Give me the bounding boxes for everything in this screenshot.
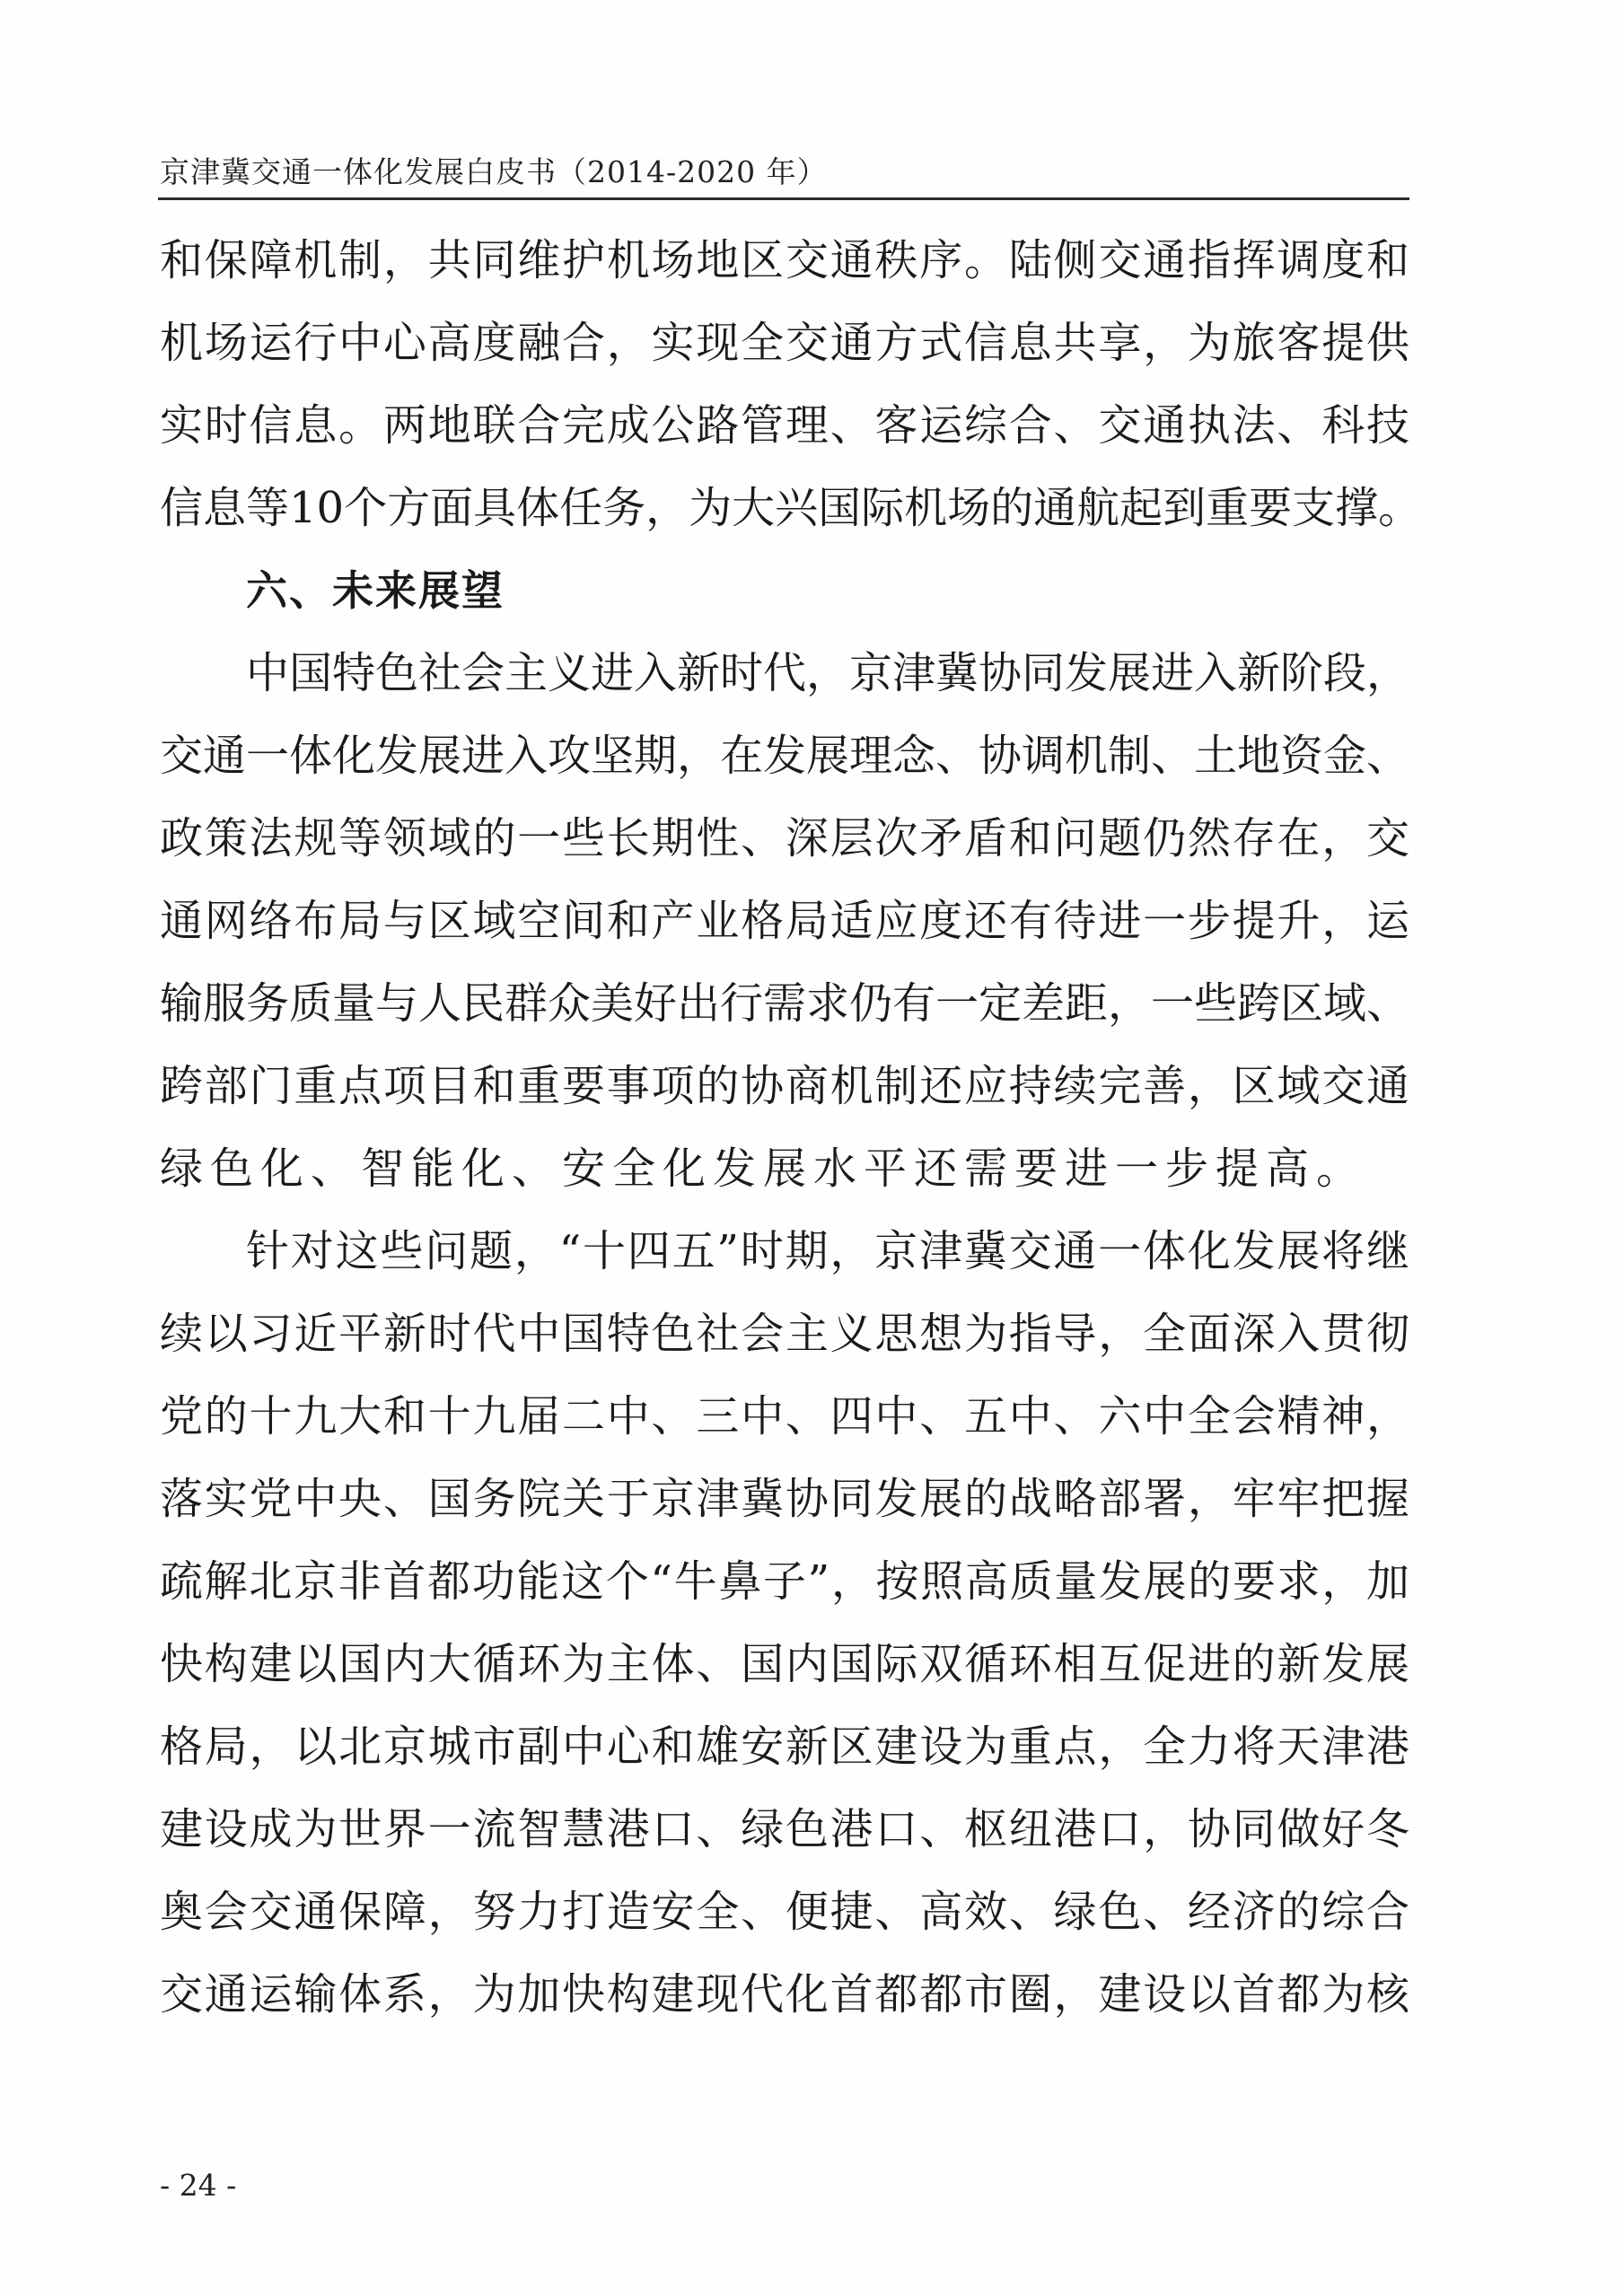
paragraph-1-line-4: 信息等10个方面具体任务，为大兴国际机场的通航起到重要支撑。 (160, 483, 1422, 533)
paragraph-3-line-9: 奥会交通保障，努力打造安全、便捷、高效、绿色、经济的综合 (160, 1887, 1409, 1937)
paragraph-2-line-5: 输服务质量与人民群众美好出行需求仍有一定差距，一些跨区域、 (160, 978, 1410, 1029)
paragraph-3-line-6: 快构建以国内大循环为主体、国内国际双循环相互促进的新发展 (160, 1639, 1409, 1689)
paragraph-1-line-3: 实时信息。两地联合完成公路管理、客运综合、交通执法、科技 (160, 400, 1409, 451)
paragraph-2-line-3: 政策法规等领域的一些长期性、深层次矛盾和问题仍然存在，交 (160, 813, 1409, 863)
paragraph-3-line-5: 疏解北京非首都功能这个“牛鼻子”，按照高质量发展的要求，加 (160, 1556, 1409, 1607)
paragraph-3-line-8: 建设成为世界一流智慧港口、绿色港口、枢纽港口，协同做好冬 (160, 1804, 1409, 1854)
running-header: 京津冀交通一体化发展白皮书（2014-2020 年） (160, 154, 828, 189)
header-rule (158, 197, 1409, 200)
paragraph-2-line-2: 交通一体化发展进入攻坚期，在发展理念、协调机制、土地资金、 (160, 731, 1410, 781)
paragraph-2-line-6: 跨部门重点项目和重要事项的协商机制还应持续完善，区域交通 (160, 1061, 1409, 1111)
paragraph-3-line-1: 针对这些问题，“十四五”时期，京津冀交通一体化发展将继 (246, 1226, 1409, 1276)
paragraph-2-line-4: 通网络布局与区域空间和产业格局适应度还有待进一步提升，运 (160, 896, 1409, 946)
paragraph-2-line-1: 中国特色社会主义进入新时代，京津冀协同发展进入新阶段， (246, 648, 1410, 698)
section-heading: 六、未来展望 (246, 566, 505, 615)
page-number: - 24 - (160, 2168, 237, 2203)
paragraph-1-line-1: 和保障机制，共同维护机场地区交通秩序。陆侧交通指挥调度和 (160, 235, 1409, 285)
paragraph-1-line-2: 机场运行中心高度融合，实现全交通方式信息共享，为旅客提供 (160, 318, 1409, 368)
paragraph-2-line-7: 绿色化、智能化、安全化发展水平还需要进一步提高。 (160, 1144, 1367, 1194)
paragraph-3-line-10: 交通运输体系，为加快构建现代化首都都市圈，建设以首都为核 (160, 1969, 1409, 2020)
paragraph-3-line-4: 落实党中央、国务院关于京津冀协同发展的战略部署，牢牢把握 (160, 1474, 1409, 1524)
paragraph-3-line-3: 党的十九大和十九届二中、三中、四中、五中、六中全会精神， (160, 1391, 1409, 1442)
paragraph-3-line-7: 格局，以北京城市副中心和雄安新区建设为重点，全力将天津港 (160, 1722, 1409, 1772)
paragraph-3-line-2: 续以习近平新时代中国特色社会主义思想为指导，全面深入贯彻 (160, 1309, 1409, 1359)
